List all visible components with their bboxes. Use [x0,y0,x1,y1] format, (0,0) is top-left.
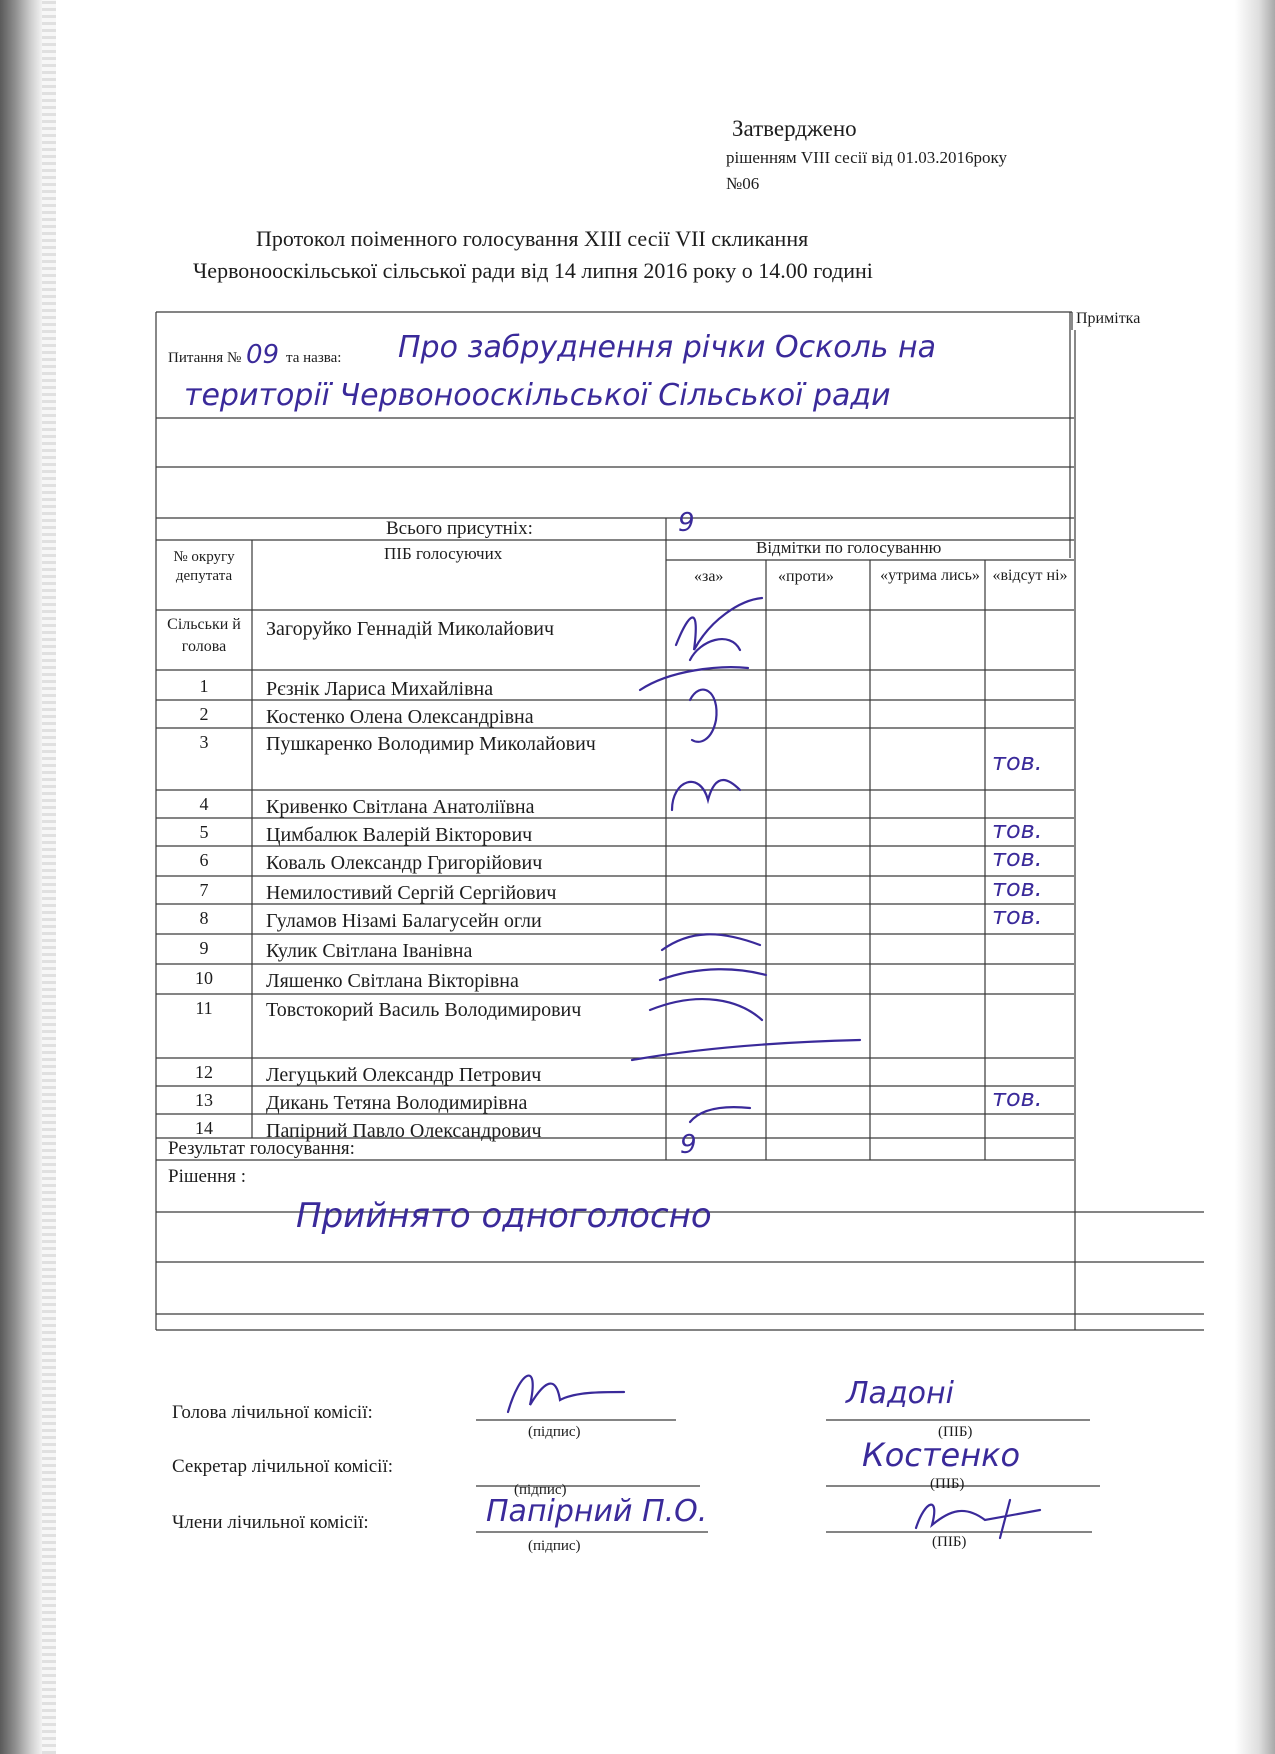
members-name-caption: (ПІБ) [932,1534,967,1550]
row-district: 6 [199,850,209,870]
row-absent-mark: тов. [992,816,1043,844]
row-signature-for-3 [672,780,740,810]
protocol-title-line2: Червоноoскільської сільської ради від 14 липня 2016 року о 14.00 годині [193,258,873,283]
header-against: «проти» [778,568,834,585]
row-district: 13 [195,1090,213,1110]
header-abstain-text: «утрима лись» [880,567,980,584]
chair-name-caption: (ПІБ) [938,1424,973,1440]
row-name: Загоруйко Геннадій Миколайович [266,618,555,640]
result-label: Результат голосування: [168,1138,355,1159]
row-name: Легуцький Олександр Петрович [266,1064,542,1086]
header-votes: Відмітки по голосуванню [756,538,942,557]
row-name: Кулик Світлана Іванівна [266,940,473,962]
question-label: Питання № [168,350,242,366]
question-text-line1: Про забруднення річки Осколь на [398,330,936,365]
header-district-text: № округу депутата [173,549,235,584]
approval-number: №06 [726,174,760,193]
row-district: Сільськи й голова [167,616,241,655]
row-district: 14 [195,1118,213,1138]
row-name: Папірний Павло Олександрович [266,1120,542,1142]
row-absent-mark: тов. [992,874,1043,902]
chair-name-handwritten: Ладоні [846,1376,954,1411]
row-district: 1 [199,676,209,696]
note-header: Примітка [1076,310,1141,327]
question-name-label: та назва: [286,350,342,366]
row-signature-for-5 [632,999,860,1060]
row-district: 5 [199,822,209,842]
row-absent-mark: тов. [992,902,1043,930]
row-district: 8 [199,908,209,928]
secretary-name-caption: (ПІБ) [930,1476,965,1492]
decision-text: Прийнято одноголосно [296,1196,712,1236]
row-name: Гуламов Нізамі Балагусейн огли [266,910,542,932]
approval-title: Затверджено [732,116,857,141]
secretary-label: Секретар лічильної комісії: [172,1456,394,1477]
row-signature-for-2 [640,667,748,742]
question-number: 09 [246,340,280,370]
row-signature-for-1 [676,598,762,660]
result-value: 9 [680,1130,697,1160]
header-for: «за» [694,568,724,585]
row-absent-mark: тов. [992,1084,1043,1112]
secretary-name-handwritten: Костенко [862,1436,1021,1474]
row-district: 7 [199,880,209,900]
question-text-line2: території Червонооскільської Сільської ради [184,378,891,413]
row-signature-for-6 [690,1107,750,1122]
row-name: Ляшенко Світлана Вікторівна [266,970,519,992]
row-name: Костенко Олена Олександрівна [266,706,534,728]
approval-line: рішенням VIII сесії від 01.03.2016року [726,148,1008,167]
header-name: ПІБ голосуючих [384,544,503,563]
chair-signature [508,1376,624,1412]
row-absent-mark: тов. [992,844,1043,872]
members-label: Члени лічильної комісії: [172,1512,369,1533]
row-name: Рєзнік Лариса Михайлівна [266,678,494,700]
row-name: Кривенко Світлана Анатоліївна [266,796,535,818]
chair-label: Голова лічильної комісії: [172,1402,373,1423]
row-name: Немилостивий Сергій Сергійович [266,882,557,904]
row-district: 4 [199,794,209,814]
row-name: Дикань Тетяна Володимирівна [266,1092,528,1114]
row-district: 3 [199,732,209,752]
row-district: 10 [195,968,213,988]
protocol-title-line1: Протокол поіменного голосування XIII сесії VII скликання [256,226,809,251]
decision-label: Рішення : [168,1166,247,1187]
chair-sign-caption: (підпис) [528,1424,581,1440]
row-signature-for-4 [660,934,766,980]
row-absent-mark: тов. [992,748,1043,776]
row-name: Пушкаренко Володимир Миколайович [266,733,596,755]
members-sign-handwritten: Папірний П.О. [486,1494,708,1529]
members-signature-right [916,1500,1040,1538]
present-value: 9 [678,508,695,538]
row-name: Товстокорий Василь Володимирович [266,999,582,1021]
row-district: 12 [195,1062,213,1082]
row-name: Коваль Олександр Григорійович [266,852,543,874]
row-district: 2 [199,704,209,724]
present-label: Всього присутніх: [386,518,533,539]
row-district: 9 [199,938,209,958]
row-district: 11 [195,998,213,1018]
members-sign-caption: (підпис) [528,1538,581,1554]
header-absent-text: «відсут ні» [992,567,1068,584]
row-name: Цимбалюк Валерій Вікторович [266,824,533,846]
secretary-sign-caption: (підпис) [514,1482,567,1498]
